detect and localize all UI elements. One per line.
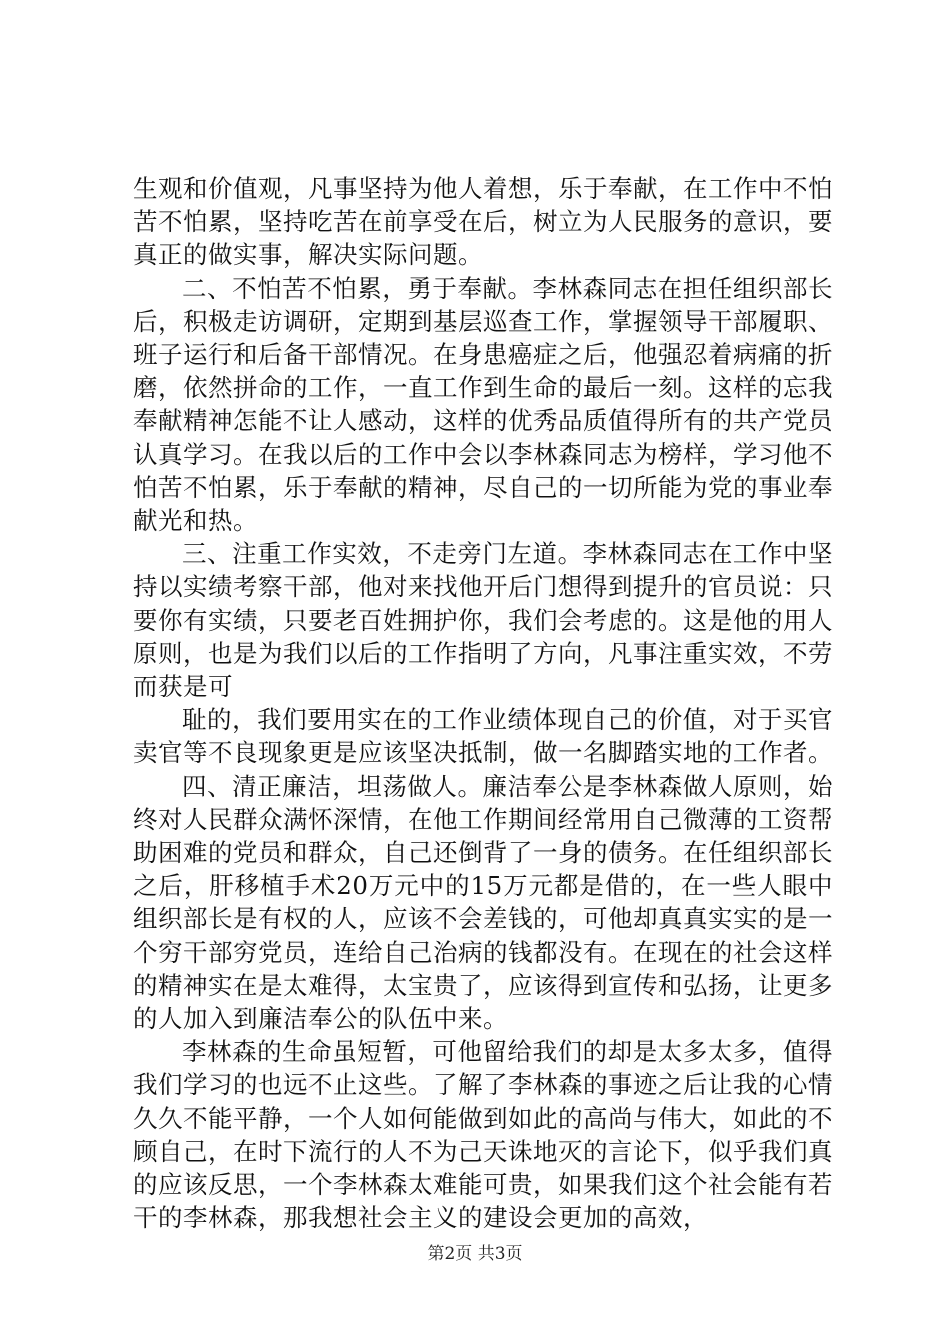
paragraph-6: 李林森的生命虽短暂，可他留给我们的却是太多太多，值得我们学习的也远不止这些。了解了李林森的事迹之后让我的心情久久不能平静，一个人如何能做到如此的高尚与伟大，如此的不顾自己，在时下流行的人不为己天诛地灭的言论下，似乎我们真的应该反思，一个李林森太难能可贵，如果我们这个社会能有若干的李林森，那我想社会主义的建设会更加的高效， bbox=[133, 1037, 833, 1233]
document-body bbox=[133, 172, 833, 1235]
paragraph-5: 四、清正廉洁，坦荡做人。廉洁奉公是李林森做人原则，始终对人民群众满怀深情，在他工作期间经常用自己微薄的工资帮助困难的党员和群众，自己还倒背了一身的债务。在任组织部长之后，肝移植手术20万元中的15万元都是借的，在一些人眼中组织部长是有权的人，应该不会差钱的，可他却真真实实的是一个穷干部穷党员，连给自己治病的钱都没有。在现在的社会这样的精神实在是太难得，太宝贵了，应该得到宣传和弘扬，让更多的人加入到廉洁奉公的队伍中来。 bbox=[133, 771, 833, 1034]
paragraph-3: 三、注重工作实效，不走旁门左道。李林森同志在工作中坚持以实绩考察干部，他对来找他开后门想得到提升的官员说：只要你有实绩，只要老百姓拥护你，我们会考虑的。这是他的用人原则，也是为我们以后的工作指明了方向，凡事注重实效，不劳而获是可 bbox=[133, 539, 833, 702]
page-number-footer: 第2页 共3页 bbox=[427, 1244, 523, 1264]
paragraph-1: 生观和价值观，凡事坚持为他人着想，乐于奉献，在工作中不怕苦不怕累，坚持吃苦在前享受在后，树立为人民服务的意识，要真正的做实事，解决实际问题。 bbox=[133, 174, 833, 270]
paragraph-4: 耻的，我们要用实在的工作业绩体现自己的价值，对于买官卖官等不良现象更是应该坚决抵制，做一名脚踏实地的工作者。 bbox=[133, 705, 833, 768]
paragraph-2: 二、不怕苦不怕累，勇于奉献。李林森同志在担任组织部长后，积极走访调研，定期到基层巡查工作，掌握领导干部履职、班子运行和后备干部情况。在身患癌症之后，他强忍着病痛的折磨，依然拼命的工作，一直工作到生命的最后一刻。这样的忘我奉献精神怎能不让人感动，这样的优秀品质值得所有的共产党员认真学习。在我以后的工作中会以李林森同志为榜样，学习他不怕苦不怕累，乐于奉献的精神，尽自己的一切所能为党的事业奉献光和热。 bbox=[133, 273, 833, 536]
